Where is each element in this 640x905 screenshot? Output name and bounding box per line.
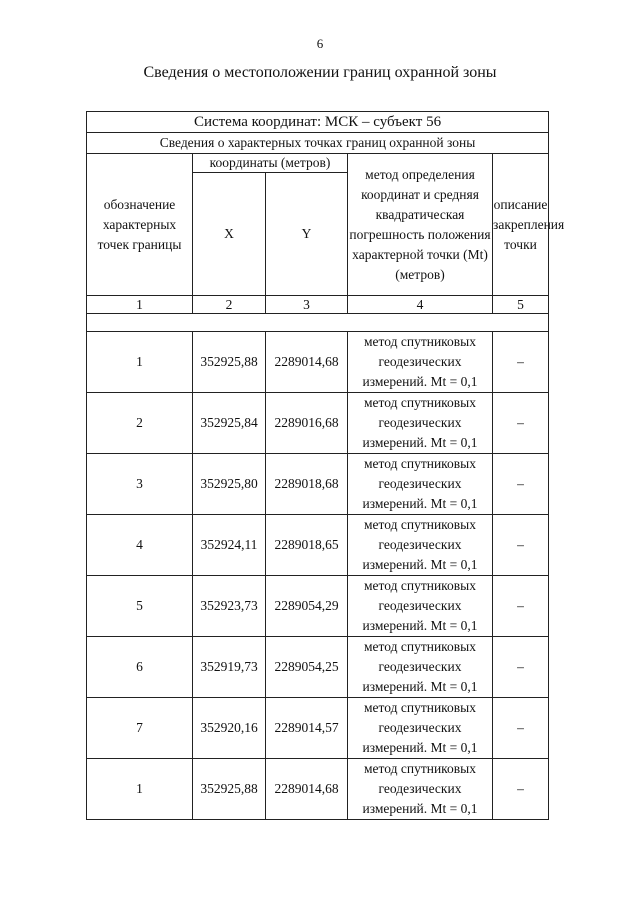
method-cell: метод спутниковых геодезических измерений. Mt = 0,1 xyxy=(348,637,493,698)
column-number: 3 xyxy=(266,296,348,314)
y-coordinate-cell: 2289054,29 xyxy=(266,576,348,637)
column-number: 5 xyxy=(493,296,549,314)
x-coordinate-cell: 352925,88 xyxy=(193,332,266,393)
description-cell: – xyxy=(493,332,549,393)
x-coordinate-cell: 352925,80 xyxy=(193,454,266,515)
y-column-header: Y xyxy=(266,173,348,296)
y-coordinate-cell: 2289016,68 xyxy=(266,393,348,454)
method-cell: метод спутниковых геодезических измерений. Mt = 0,1 xyxy=(348,759,493,820)
point-number-cell: 1 xyxy=(87,332,193,393)
column-number: 4 xyxy=(348,296,493,314)
y-coordinate-cell: 2289018,68 xyxy=(266,454,348,515)
point-number-cell: 3 xyxy=(87,454,193,515)
description-cell: – xyxy=(493,515,549,576)
x-coordinate-cell: 352923,73 xyxy=(193,576,266,637)
column-number-row xyxy=(87,296,549,314)
description-cell: – xyxy=(493,393,549,454)
method-cell: метод спутниковых геодезических измерений. Mt = 0,1 xyxy=(348,332,493,393)
table-row xyxy=(87,698,549,759)
x-coordinate-cell: 352919,73 xyxy=(193,637,266,698)
method-cell: метод спутниковых геодезических измерений. Mt = 0,1 xyxy=(348,515,493,576)
document-title: Сведения о местоположении границ охранной зоны xyxy=(143,64,497,81)
y-coordinate-cell: 2289018,65 xyxy=(266,515,348,576)
description-cell: – xyxy=(493,759,549,820)
table-row xyxy=(87,759,549,820)
x-coordinate-cell: 352920,16 xyxy=(193,698,266,759)
method-column-header: метод определения координат и средняя квадратическая погрешность положения характерной точки (Mt) (метров) xyxy=(348,154,493,296)
blank-row xyxy=(87,314,549,332)
point-number-cell: 6 xyxy=(87,637,193,698)
method-cell: метод спутниковых геодезических измерений. Mt = 0,1 xyxy=(348,454,493,515)
table-row xyxy=(87,393,549,454)
table-row xyxy=(87,515,549,576)
x-coordinate-cell: 352924,11 xyxy=(193,515,266,576)
x-column-header: X xyxy=(193,173,266,296)
boundary-points-table xyxy=(86,111,565,820)
point-number-cell: 7 xyxy=(87,698,193,759)
y-coordinate-cell: 2289014,68 xyxy=(266,332,348,393)
point-number-cell: 2 xyxy=(87,393,193,454)
point-number-cell: 4 xyxy=(87,515,193,576)
y-coordinate-cell: 2289014,68 xyxy=(266,759,348,820)
point-number-cell: 1 xyxy=(87,759,193,820)
x-coordinate-cell: 352925,84 xyxy=(193,393,266,454)
description-cell: – xyxy=(493,698,549,759)
method-cell: метод спутниковых геодезических измерений. Mt = 0,1 xyxy=(348,576,493,637)
coordinate-system-header: Система координат: МСК – субъект 56 xyxy=(87,112,549,133)
x-coordinate-cell: 352925,88 xyxy=(193,759,266,820)
description-cell: – xyxy=(493,454,549,515)
column-number: 2 xyxy=(193,296,266,314)
description-cell: – xyxy=(493,637,549,698)
table-row xyxy=(87,454,549,515)
y-coordinate-cell: 2289014,57 xyxy=(266,698,348,759)
y-coordinate-cell: 2289054,25 xyxy=(266,637,348,698)
table-row xyxy=(87,332,549,393)
points-info-header: Сведения о характерных точках границ охранной зоны xyxy=(87,133,549,154)
coordinates-column-header: координаты (метров) xyxy=(193,154,348,173)
table-row xyxy=(87,576,549,637)
method-cell: метод спутниковых геодезических измерений. Mt = 0,1 xyxy=(348,698,493,759)
column-number: 1 xyxy=(87,296,193,314)
description-cell: – xyxy=(493,576,549,637)
table-row xyxy=(87,637,549,698)
description-column-header: описание закрепления точки xyxy=(493,154,549,296)
page-number: 6 xyxy=(316,36,324,51)
designation-column-header: обозначение характерных точек границы xyxy=(87,154,193,296)
method-cell: метод спутниковых геодезических измерений. Mt = 0,1 xyxy=(348,393,493,454)
point-number-cell: 5 xyxy=(87,576,193,637)
